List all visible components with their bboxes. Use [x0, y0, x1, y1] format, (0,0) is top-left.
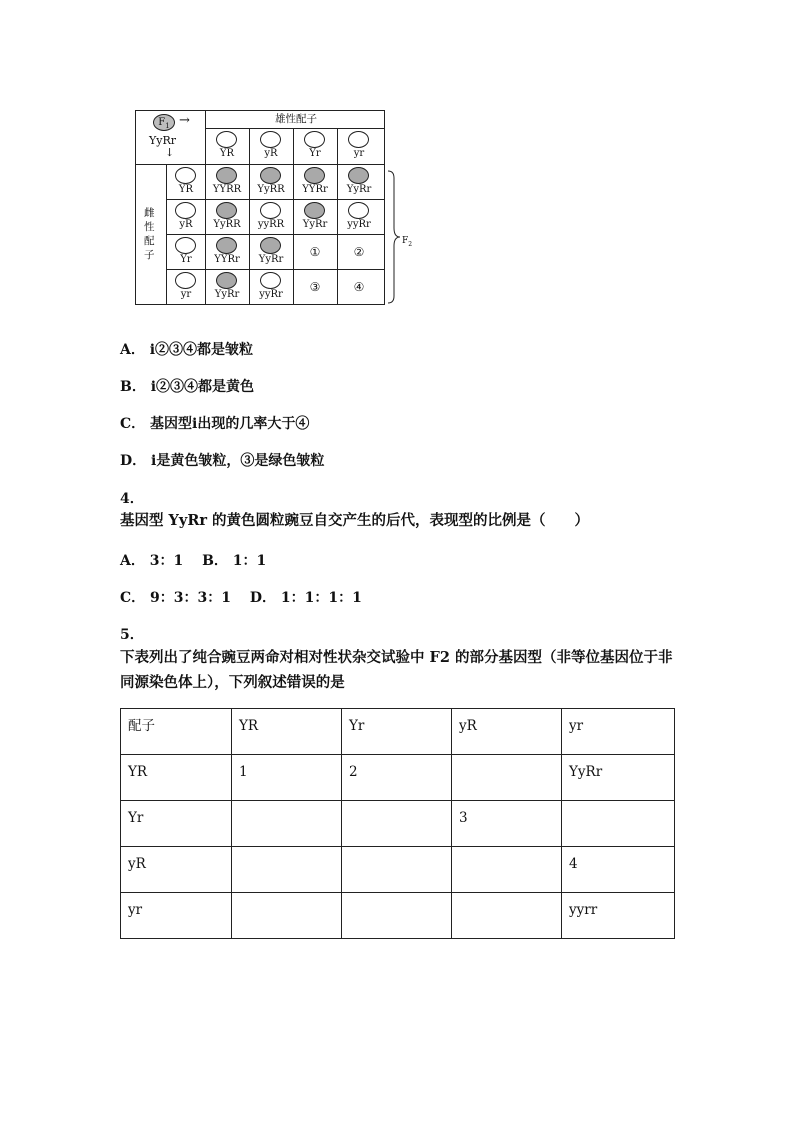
male-gamete: YR: [205, 130, 249, 164]
seed-oval: [216, 202, 237, 219]
seed-oval: [260, 167, 281, 184]
seed-oval: [260, 272, 281, 289]
table-row: [121, 893, 675, 939]
f2-cell: yyRr: [249, 271, 293, 305]
f2-cell: YYRr: [293, 166, 337, 200]
seed-oval: [348, 202, 369, 219]
seed-oval: [304, 202, 325, 219]
table-cell: [562, 801, 675, 847]
gamete-oval: [175, 272, 196, 289]
f2-cell: yyRr: [337, 201, 381, 235]
f2-cell: yyRR: [249, 201, 293, 235]
seed-oval: [260, 202, 281, 219]
q4-options-cd: C． 9：3：3：1 D． 1：1：1：1: [120, 590, 362, 606]
table-row: [121, 847, 675, 893]
f2-cell: YyRR: [205, 201, 249, 235]
q4-stem: 基因型 YyRr 的黄色圆粒豌豆自交产生的后代，表现型的比例是（ ）: [120, 512, 590, 529]
f2-cell: YyRR: [249, 166, 293, 200]
gamete-oval: [175, 237, 196, 254]
f2-cell: YYRr: [205, 236, 249, 270]
table-row: [121, 709, 675, 755]
q5-stem-line1: 下表列出了纯合豌豆两命对相对性状杂交试验中 F2 的部分基因型（非等位基因位于非: [120, 649, 673, 666]
f1-genotype: YyRr: [149, 134, 177, 147]
table-cell: [342, 893, 452, 939]
q4-options-ab: A． 3：1 B． 1：1: [120, 553, 267, 569]
gamete-oval: [216, 131, 237, 148]
q3-option-d: D． ⅰ是黄色皱粒，③是绿色皱粒: [120, 453, 325, 469]
divider: [205, 128, 385, 129]
table-cell: YR: [232, 709, 342, 755]
female-gamete: Yr: [164, 236, 208, 270]
seed-oval: [216, 237, 237, 254]
seed-oval: [304, 167, 325, 184]
male-gamete: yR: [249, 130, 293, 164]
genotype-table: [120, 708, 675, 939]
f2-cell-blank: ④: [353, 280, 365, 294]
q3-option-a: A． ⅰ②③④都是皱粒: [120, 342, 254, 358]
table-cell: Yr: [121, 801, 232, 847]
table-cell: 3: [452, 801, 562, 847]
f2-cell: YyRr: [205, 271, 249, 305]
divider: [136, 164, 385, 165]
f1-arrow-right: →: [179, 113, 190, 128]
table-cell: [342, 847, 452, 893]
table-cell: [452, 893, 562, 939]
male-gametes-title: 雄性配子: [275, 113, 317, 125]
f2-brace-icon: [386, 170, 402, 304]
table-cell: YyRr: [562, 755, 675, 801]
male-gamete: Yr: [293, 130, 337, 164]
table-cell: yR: [452, 709, 562, 755]
table-cell: Yr: [342, 709, 452, 755]
f2-cell-blank: ③: [309, 280, 321, 294]
table-cell: 1: [232, 755, 342, 801]
table-cell: yR: [121, 847, 232, 893]
f2-cell: YyRr: [337, 166, 381, 200]
gamete-oval: [175, 202, 196, 219]
table-cell: 2: [342, 755, 452, 801]
q3-option-c: C． 基因型ⅰ出现的几率大于④: [120, 416, 310, 432]
f2-cell-blank: ②: [353, 245, 365, 259]
seed-oval: [348, 167, 369, 184]
f2-cell: YYRR: [205, 166, 249, 200]
gamete-oval: [304, 131, 325, 148]
f2-cell: YyRr: [249, 236, 293, 270]
seed-oval: [216, 272, 237, 289]
q4-number: 4．: [120, 491, 144, 507]
table-cell: 配子: [121, 709, 232, 755]
female-gamete: yR: [164, 201, 208, 235]
female-gamete: YR: [164, 166, 208, 200]
seed-oval: [260, 237, 281, 254]
male-gamete: yr: [337, 130, 381, 164]
table-cell: [452, 847, 562, 893]
f2-cell-blank: ①: [309, 245, 321, 259]
f1-oval: $F_1$: [153, 114, 175, 131]
q3-option-b: B． ⅰ②③④都是黄色: [120, 379, 255, 395]
table-cell: 4: [562, 847, 675, 893]
seed-oval: [216, 167, 237, 184]
table-cell: YR: [121, 755, 232, 801]
f2-cell: YyRr: [293, 201, 337, 235]
table-row: [121, 801, 675, 847]
q5-stem-line2: 同源染色体上），下列叙述错误的是: [120, 674, 345, 691]
f1-arrow-down: ↓: [165, 146, 175, 159]
female-gametes-title: 雌性配子: [144, 207, 155, 261]
gamete-oval: [260, 131, 281, 148]
table-cell: [232, 801, 342, 847]
table-cell: yyrr: [562, 893, 675, 939]
table-cell: yr: [562, 709, 675, 755]
table-cell: yr: [121, 893, 232, 939]
female-gamete: yr: [164, 271, 208, 305]
punnett-square-figure: [135, 110, 385, 305]
table-cell: [342, 801, 452, 847]
table-cell: [452, 755, 562, 801]
f2-label: $F_2$: [402, 236, 413, 248]
q5-number: 5．: [120, 627, 144, 643]
table-cell: [232, 847, 342, 893]
gamete-oval: [348, 131, 369, 148]
table-cell: [232, 893, 342, 939]
table-row: [121, 755, 675, 801]
gamete-oval: [175, 167, 196, 184]
